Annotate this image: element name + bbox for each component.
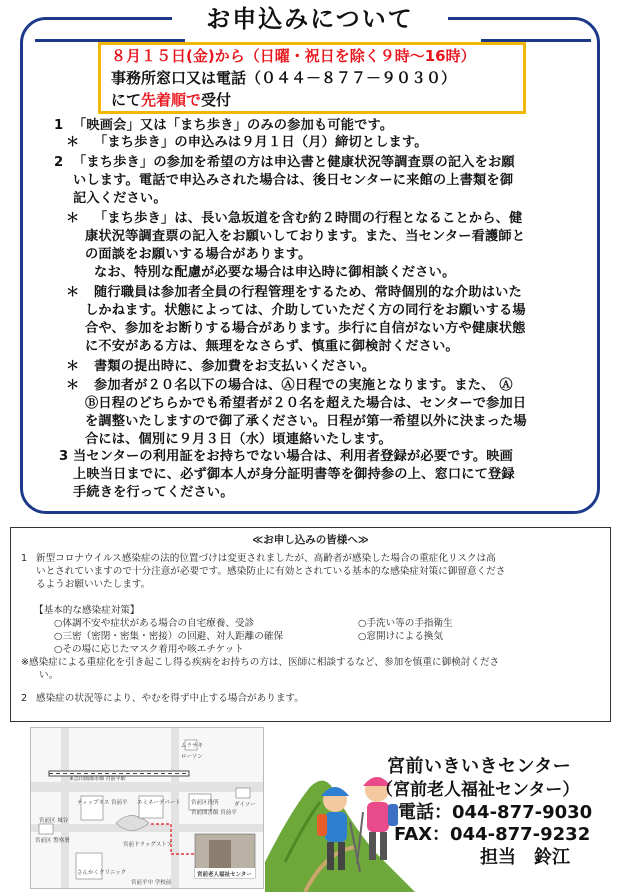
center-subname: （宮前老人福祉センター） (376, 780, 580, 800)
application-acceptance: にて先着順で受付 (111, 91, 232, 109)
page-title: お申込みについて (172, 4, 448, 34)
measures-list-left: ○体調不安や症状がある場合の自宅療養、受診 ○三密（密閉・密集・密接）の回避、対人距離の確保 ○その場に応じたマスク着用や咳エチケット (54, 618, 284, 655)
access-map (30, 727, 264, 889)
infection-notice-paragraph: 新型コロナウイルス感染症の法的位置づけは変更されましたが、高齢者が感染した場合の重症化リスクは高 いとされていますので十分注意が必要です。感染防止に有効とされている基本的な感染症対策に御留意くださ るようお願いいたします。 (36, 553, 506, 590)
notice-to-applicants-box: ≪お申し込みの皆様へ≫ 1 新型コロナウイルス感染症の法的位置づけは変更されましたが、高齢者が感染した場合の重症化リスクは高 いとされていますので十分注意が必要です。感染防止に有効とされている基本的な感染症対策に御留意くださ るようお願いいたします。 【基本的な感染症対策】 ○体調不安や症状がある場合の自宅療養、受診 ○三密（密閉・密集・密接）の回避、対人距離の確保 ○その場に応じたマスク着用や咳エチケット ○手洗い等の手指衛生 ○窓開けによる換気 ※感染症による重症化を引き起こし得る疾病をお持ちの方は、医師に相談するなど、参加を慎重に御検討くださ い。 2 感染症の状況等により、やむを得ず中止する場合があります。 (10, 527, 611, 722)
map-label-shop: ムラサキ (181, 743, 204, 749)
basic-measures-title: 【基本的な感染症対策】 (34, 605, 140, 616)
caution-note: ※感染症による重症化を引き起こし得る疾病をお持ちの方は、医師に相談するなど、参加を慎重に御検討くださ い。 (21, 657, 500, 681)
first-come-label: 先着順で (141, 91, 202, 109)
staff-in-charge: 担当 鈴江 (480, 847, 570, 868)
application-date: ８月１５日(金)から（日曜・祝日を除く９時〜16時） (111, 47, 476, 65)
map-label-convenience: ローソン (181, 754, 203, 760)
map-label-library: 宮前図書館 宮前平 (191, 810, 237, 816)
map-label-district: 宮前区 城谷 (39, 818, 69, 824)
map-label-fitness: ティップネス 宮前平 (77, 800, 128, 806)
notice-title: ≪お申し込みの皆様へ≫ (252, 534, 369, 546)
map-label-ward-office: 宮前区役所 (191, 800, 219, 806)
phone-number: ０４４－８７７－９０３０ (261, 69, 442, 87)
map-label-center: 宮前老人福祉センター (197, 872, 252, 878)
map-label-police: 宮前区 警察署 (35, 838, 70, 844)
map-label-station: 東急田園都市線 宮前平駅 (69, 776, 126, 782)
measures-list-right: ○手洗い等の手指衛生 ○窓開けによる換気 (358, 618, 453, 642)
map-label-school: 宮前平中 学校前 (131, 880, 172, 886)
map-label-clinic: さんかくクリニック (77, 870, 127, 876)
cancellation-note: 感染症の状況等により、やむを得ず中止する場合があります。 (36, 693, 304, 704)
center-phone: 電話：044-877-9030 (398, 802, 593, 823)
application-method: 事務所窓口又は電話（０４４－８７７－９０３０） (111, 69, 457, 87)
application-period-notice (98, 42, 526, 114)
center-fax: FAX：044-877-9232 (394, 824, 591, 845)
map-label-daiso: ダイソー (234, 802, 256, 808)
map-label-department-store: エミネーデパート (137, 800, 181, 806)
map-label-drugstore: 宮前ドラッグストア (123, 842, 173, 848)
center-name: 宮前いきいきセンター (387, 756, 572, 777)
